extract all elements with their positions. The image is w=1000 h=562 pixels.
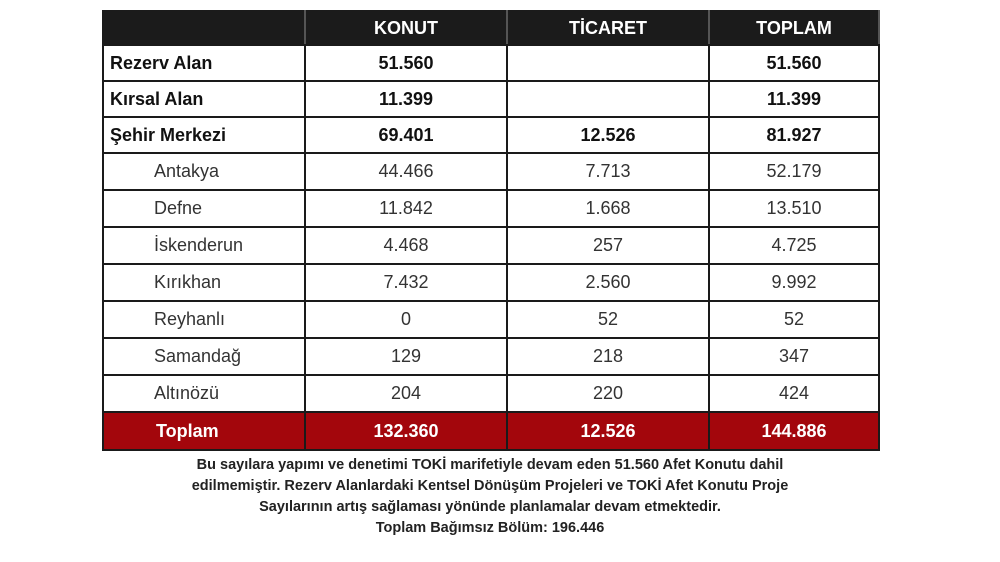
- total-label: Toplam: [103, 412, 305, 450]
- cell-toplam: 52: [709, 301, 879, 338]
- row-label: Şehir Merkezi: [103, 117, 305, 153]
- housing-table-container: [102, 10, 878, 451]
- footnote-line: Sayılarının artış sağlaması yönünde planlamalar devam etmektedir.: [259, 499, 721, 515]
- cell-toplam: 4.725: [709, 227, 879, 264]
- cell-konut: 4.468: [305, 227, 507, 264]
- cell-ticaret: 2.560: [507, 264, 709, 301]
- header-empty: [103, 11, 305, 45]
- table-row: [103, 117, 879, 153]
- table-header-row: [103, 11, 879, 45]
- cell-toplam: 11.399: [709, 81, 879, 117]
- cell-konut: 11.399: [305, 81, 507, 117]
- table-body: [103, 45, 879, 450]
- cell-ticaret: [507, 81, 709, 117]
- cell-konut: 44.466: [305, 153, 507, 190]
- header-ticaret: TİCARET: [507, 11, 709, 45]
- table-row: [103, 301, 879, 338]
- cell-konut: 204: [305, 375, 507, 412]
- cell-toplam: 51.560: [709, 45, 879, 81]
- row-label: Rezerv Alan: [103, 45, 305, 81]
- row-label: Kırıkhan: [103, 264, 305, 301]
- cell-ticaret: 52: [507, 301, 709, 338]
- table-row: [103, 81, 879, 117]
- cell-ticaret: 220: [507, 375, 709, 412]
- table-row: [103, 375, 879, 412]
- table-row: [103, 338, 879, 375]
- row-label: İskenderun: [103, 227, 305, 264]
- header-toplam: TOPLAM: [709, 11, 879, 45]
- cell-ticaret: 7.713: [507, 153, 709, 190]
- total-ticaret: 12.526: [507, 412, 709, 450]
- row-label: Samandağ: [103, 338, 305, 375]
- table-row: [103, 153, 879, 190]
- footnote-line: Bu sayılara yapımı ve denetimi TOKİ marifetiyle devam eden 51.560 Afet Konutu dahil: [196, 457, 784, 473]
- cell-toplam: 52.179: [709, 153, 879, 190]
- table-row: [103, 264, 879, 301]
- cell-ticaret: 1.668: [507, 190, 709, 227]
- footnote-total-line: Toplam Bağımsız Bölüm: 196.446: [375, 520, 605, 536]
- total-row: [103, 412, 879, 450]
- cell-ticaret: 218: [507, 338, 709, 375]
- cell-konut: 0: [305, 301, 507, 338]
- cell-konut: 11.842: [305, 190, 507, 227]
- cell-ticaret: 257: [507, 227, 709, 264]
- table-row: [103, 190, 879, 227]
- cell-ticaret: [507, 45, 709, 81]
- cell-ticaret: 12.526: [507, 117, 709, 153]
- cell-toplam: 81.927: [709, 117, 879, 153]
- header-konut: KONUT: [305, 11, 507, 45]
- cell-toplam: 424: [709, 375, 879, 412]
- row-label: Kırsal Alan: [103, 81, 305, 117]
- table-row: [103, 227, 879, 264]
- cell-konut: 69.401: [305, 117, 507, 153]
- housing-table: [102, 10, 880, 451]
- total-toplam: 144.886: [709, 412, 879, 450]
- cell-toplam: 13.510: [709, 190, 879, 227]
- total-konut: 132.360: [305, 412, 507, 450]
- footnote: [102, 455, 878, 539]
- cell-toplam: 9.992: [709, 264, 879, 301]
- row-label: Defne: [103, 190, 305, 227]
- cell-konut: 51.560: [305, 45, 507, 81]
- cell-toplam: 347: [709, 338, 879, 375]
- table-row: [103, 45, 879, 81]
- row-label: Reyhanlı: [103, 301, 305, 338]
- row-label: Altınözü: [103, 375, 305, 412]
- row-label: Antakya: [103, 153, 305, 190]
- footnote-line: edilmemiştir. Rezerv Alanlardaki Kentsel Dönüşüm Projeleri ve TOKİ Afet Konutu Proje: [191, 478, 789, 494]
- cell-konut: 129: [305, 338, 507, 375]
- cell-konut: 7.432: [305, 264, 507, 301]
